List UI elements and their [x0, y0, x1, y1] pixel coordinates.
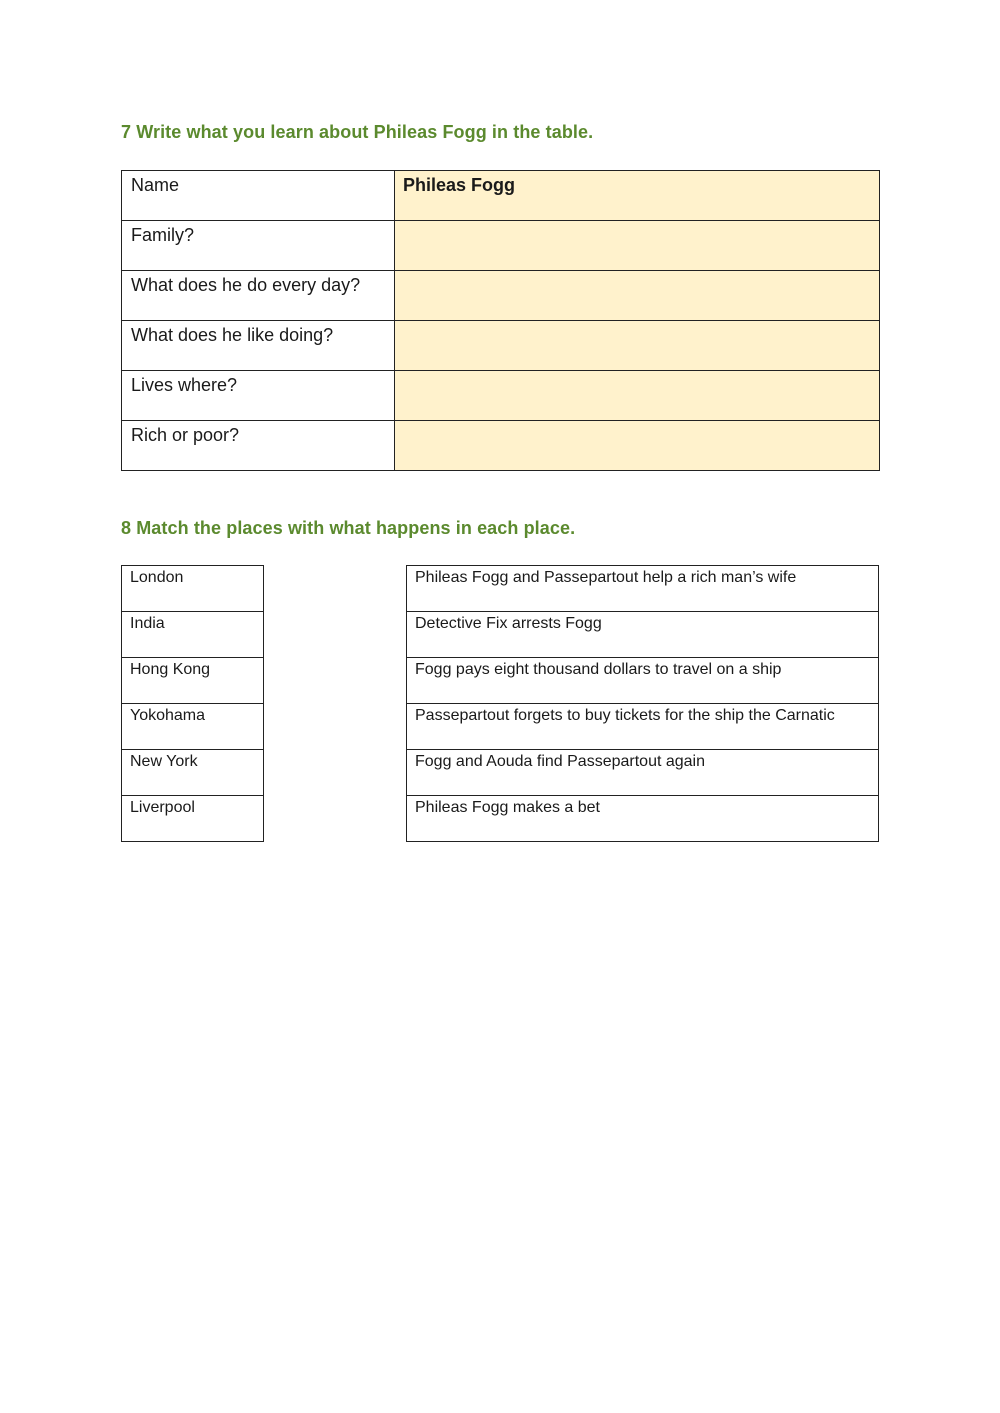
section-7-heading: 7 Write what you learn about Phileas Fogg in the table.	[121, 122, 594, 142]
table-row	[407, 658, 879, 704]
answer-cell[interactable]	[395, 421, 880, 471]
table-row	[122, 271, 880, 321]
place-cell[interactable]: London	[122, 566, 264, 612]
section-8-heading: 8 Match the places with what happens in each place.	[121, 518, 576, 538]
answer-cell[interactable]	[395, 271, 880, 321]
place-cell[interactable]: Yokohama	[122, 704, 264, 750]
table-row	[407, 796, 879, 842]
event-cell[interactable]: Fogg pays eight thousand dollars to travel on a ship	[407, 658, 879, 704]
answer-cell[interactable]	[395, 371, 880, 421]
question-cell: Lives where?	[122, 371, 395, 421]
places-table	[121, 565, 264, 842]
question-cell: Name	[122, 171, 395, 221]
table-row	[122, 221, 880, 271]
question-cell: Rich or poor?	[122, 421, 395, 471]
table-row	[407, 566, 879, 612]
event-cell[interactable]: Passepartout forgets to buy tickets for the ship the Carnatic	[407, 704, 879, 750]
event-cell[interactable]: Fogg and Aouda find Passepartout again	[407, 750, 879, 796]
question-cell: What does he do every day?	[122, 271, 395, 321]
table-row	[122, 566, 264, 612]
table-row	[122, 371, 880, 421]
place-cell[interactable]: Liverpool	[122, 796, 264, 842]
table-row	[122, 704, 264, 750]
place-cell[interactable]: Hong Kong	[122, 658, 264, 704]
answer-cell[interactable]	[395, 221, 880, 271]
event-cell[interactable]: Phileas Fogg and Passepartout help a rich man’s wife	[407, 566, 879, 612]
place-cell[interactable]: New York	[122, 750, 264, 796]
table-row	[122, 171, 880, 221]
event-cell[interactable]: Phileas Fogg makes a bet	[407, 796, 879, 842]
place-cell[interactable]: India	[122, 612, 264, 658]
question-cell: Family?	[122, 221, 395, 271]
table-row	[122, 421, 880, 471]
table-row	[407, 612, 879, 658]
event-cell[interactable]: Detective Fix arrests Fogg	[407, 612, 879, 658]
table-row	[122, 321, 880, 371]
events-table	[406, 565, 879, 842]
table-row	[122, 658, 264, 704]
table-row	[407, 704, 879, 750]
table-row	[122, 796, 264, 842]
question-cell: What does he like doing?	[122, 321, 395, 371]
answer-cell[interactable]	[395, 321, 880, 371]
table-row	[122, 612, 264, 658]
answer-cell[interactable]: Phileas Fogg	[395, 171, 880, 221]
table-row	[122, 750, 264, 796]
table-row	[407, 750, 879, 796]
phileas-fogg-info-table	[121, 170, 880, 471]
